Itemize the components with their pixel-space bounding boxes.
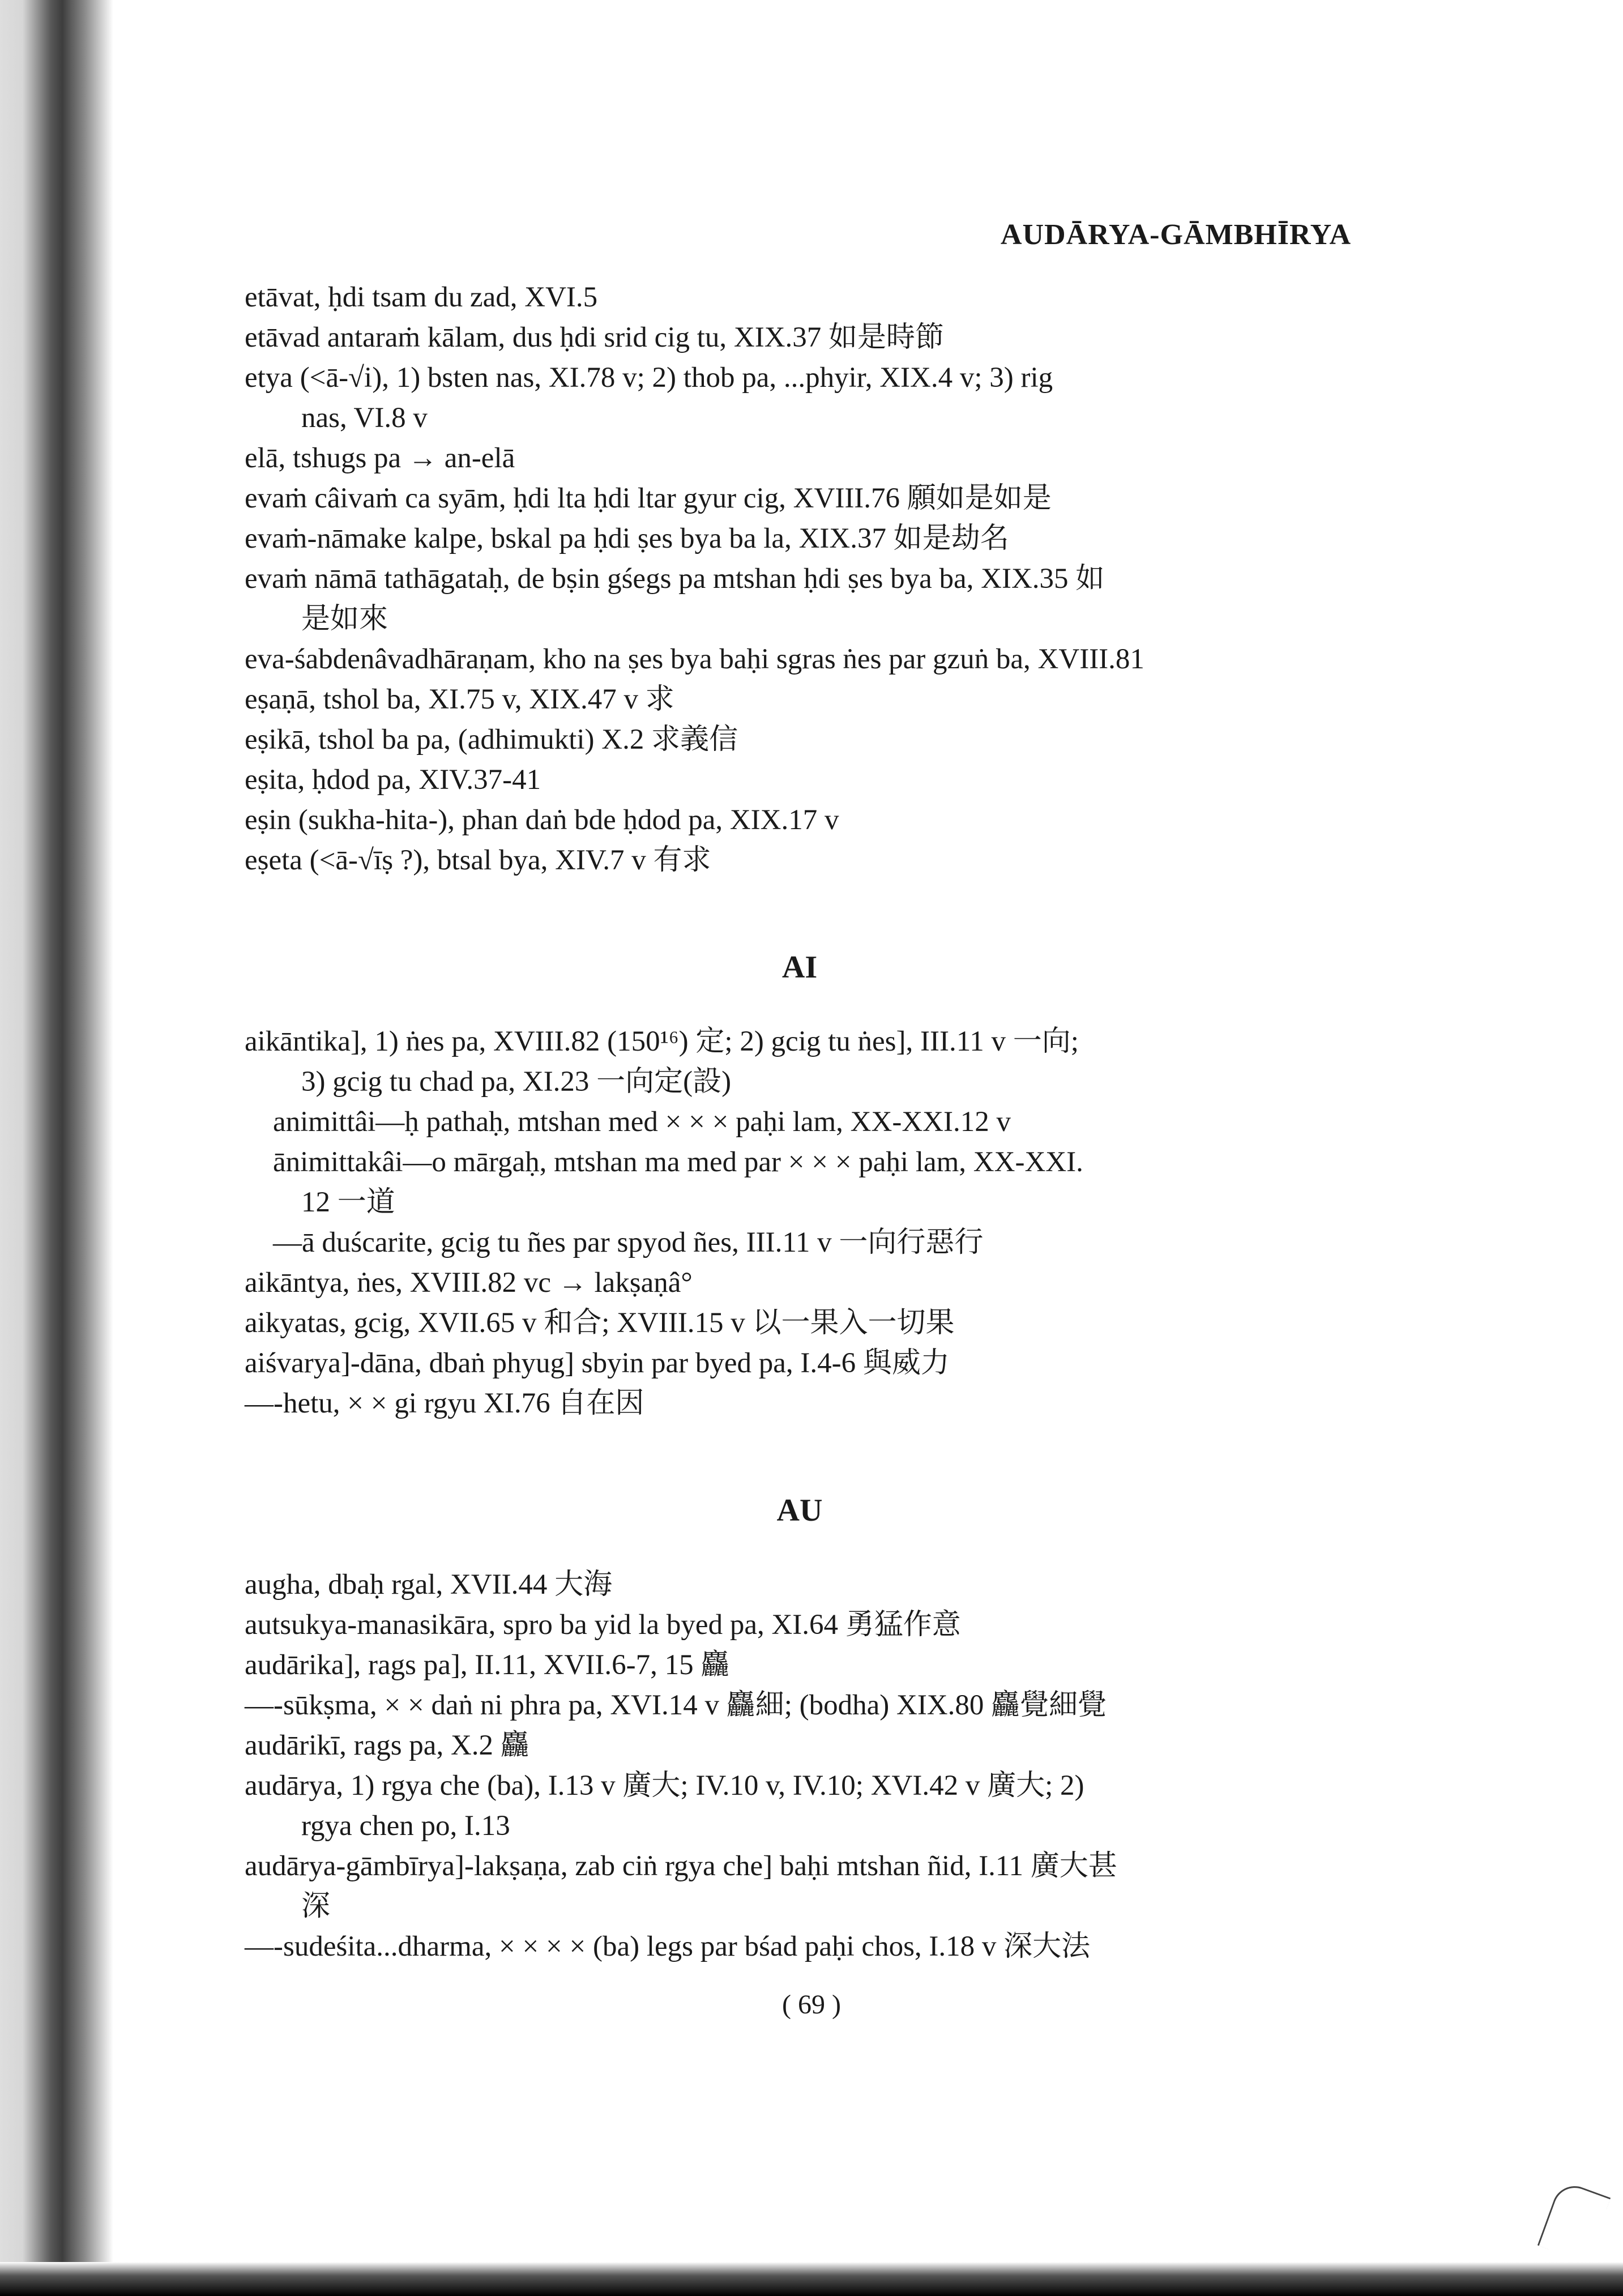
page-corner-curl [1537,2180,1611,2263]
entry-line: —-sūkṣma, × × daṅ ni phra pa, XVI.14 v 麤細; (bodha) XIX.80 麤覺細覺 [245,1689,1107,1721]
entry-line: audārikī, rags pa, X.2 麤 [245,1730,529,1761]
section-heading-au: AU [776,1493,823,1528]
page-number: ( 69 ) [782,1990,841,2020]
entry-line: 3) gcig tu chad pa, XI.23 一向定(設) [301,1066,732,1098]
entry-line: eṣita, ḥdod pa, XIV.37-41 [245,764,541,796]
entry-line: audārya-gāmbīrya]-lakṣaṇa, zab ciṅ rgya che] baḥi mtshan ñid, I.11 廣大甚 [245,1850,1117,1882]
entry-line: etāvat, ḥdi tsam du zad, XVI.5 [245,281,598,313]
entry-line: animittâi—ḥ pathaḥ, mtshan med × × × paḥi lam, XX-XXI.12 v [273,1106,1011,1138]
entry-line: evaṁ câivaṁ ca syām, ḥdi lta ḥdi ltar gyur cig, XVIII.76 願如是如是 [245,483,1052,514]
entry-line: audārya, 1) rgya che (ba), I.13 v 廣大; IV.10 v, IV.10; XVI.42 v 廣大; 2) [245,1770,1084,1802]
entry-line: —-sudeśita...dharma, × × × × (ba) legs par bśad paḥi chos, I.18 v 深大法 [245,1931,1091,1962]
entry-line: 12 一道 [301,1187,395,1218]
entry-line: elā, tshugs pa → an-elā [245,442,515,474]
entry-line: 是如來 [301,603,388,635]
entry-line: evaṁ nāmā tathāgataḥ, de bṣin gśegs pa mtshan ḥdi ṣes bya ba, XIX.35 如 [245,563,1105,595]
entry-line: audārika], rags pa], II.11, XVII.6-7, 15 麤 [245,1649,730,1681]
entry-line: eva-śabdenâvadhāraṇam, kho na ṣes bya baḥi sgras ṅes par gzuṅ ba, XVIII.81 [245,643,1144,675]
entry-line: eṣikā, tshol ba pa, (adhimukti) X.2 求義信 [245,724,738,756]
entry-line: augha, dbaḥ rgal, XVII.44 大海 [245,1569,613,1601]
entry-line: aikāntika], 1) ṅes pa, XVIII.82 (150¹⁶) 定; 2) gcig tu ṅes], III.11 v 一向; [245,1026,1079,1057]
entry-line: —-hetu, × × gi rgyu XI.76 自在因 [245,1388,644,1419]
section-heading-ai: AI [781,950,818,985]
entry-line: etāvad antaraṁ kālam, dus ḥdi srid cig tu, XIX.37 如是時節 [245,322,945,353]
entry-line: etya (<ā-√i), 1) bsten nas, XI.78 v; 2) thob pa, ...phyir, XIX.4 v; 3) rig [245,362,1053,394]
entry-line: nas, VI.8 v [301,402,428,434]
running-head: AUDĀRYA-GĀMBHĪRYA [1000,219,1351,251]
entry-line: aikāntya, ṅes, XVIII.82 vc → lakṣaṇâ° [245,1267,693,1299]
entry-line: aiśvarya]-dāna, dbaṅ phyug] sbyin par byed pa, I.4-6 與威力 [245,1347,950,1379]
entry-line: aikyatas, gcig, XVII.65 v 和合; XVIII.15 v 以一果入一切果 [245,1307,955,1339]
entry-line: eṣaṇā, tshol ba, XI.75 v, XIX.47 v 求 [245,684,674,715]
scan-bottom-edge [0,2262,1623,2296]
entry-line: eṣin (sukha-hita-), phan daṅ bde ḥdod pa, XIX.17 v [245,804,839,836]
entry-line: rgya chen po, I.13 [301,1810,510,1842]
scan-binding-shadow [0,0,113,2296]
entry-line: —ā duścarite, gcig tu ñes par spyod ñes, III.11 v 一向行惡行 [273,1227,984,1258]
entry-line: evaṁ-nāmake kalpe, bskal pa ḥdi ṣes bya ba la, XIX.37 如是劫名 [245,523,1009,554]
dictionary-body [245,278,1355,1967]
entry-line: 深 [301,1890,331,1922]
entry-line: autsukya-manasikāra, spro ba yid la byed pa, XI.64 勇猛作意 [245,1609,961,1641]
entry-line: ānimittakâi—o mārgaḥ, mtshan ma med par × × × paḥi lam, XX-XXI. [273,1146,1083,1178]
entry-line: eṣeta (<ā-√īṣ ?), btsal bya, XIV.7 v 有求 [245,844,711,876]
